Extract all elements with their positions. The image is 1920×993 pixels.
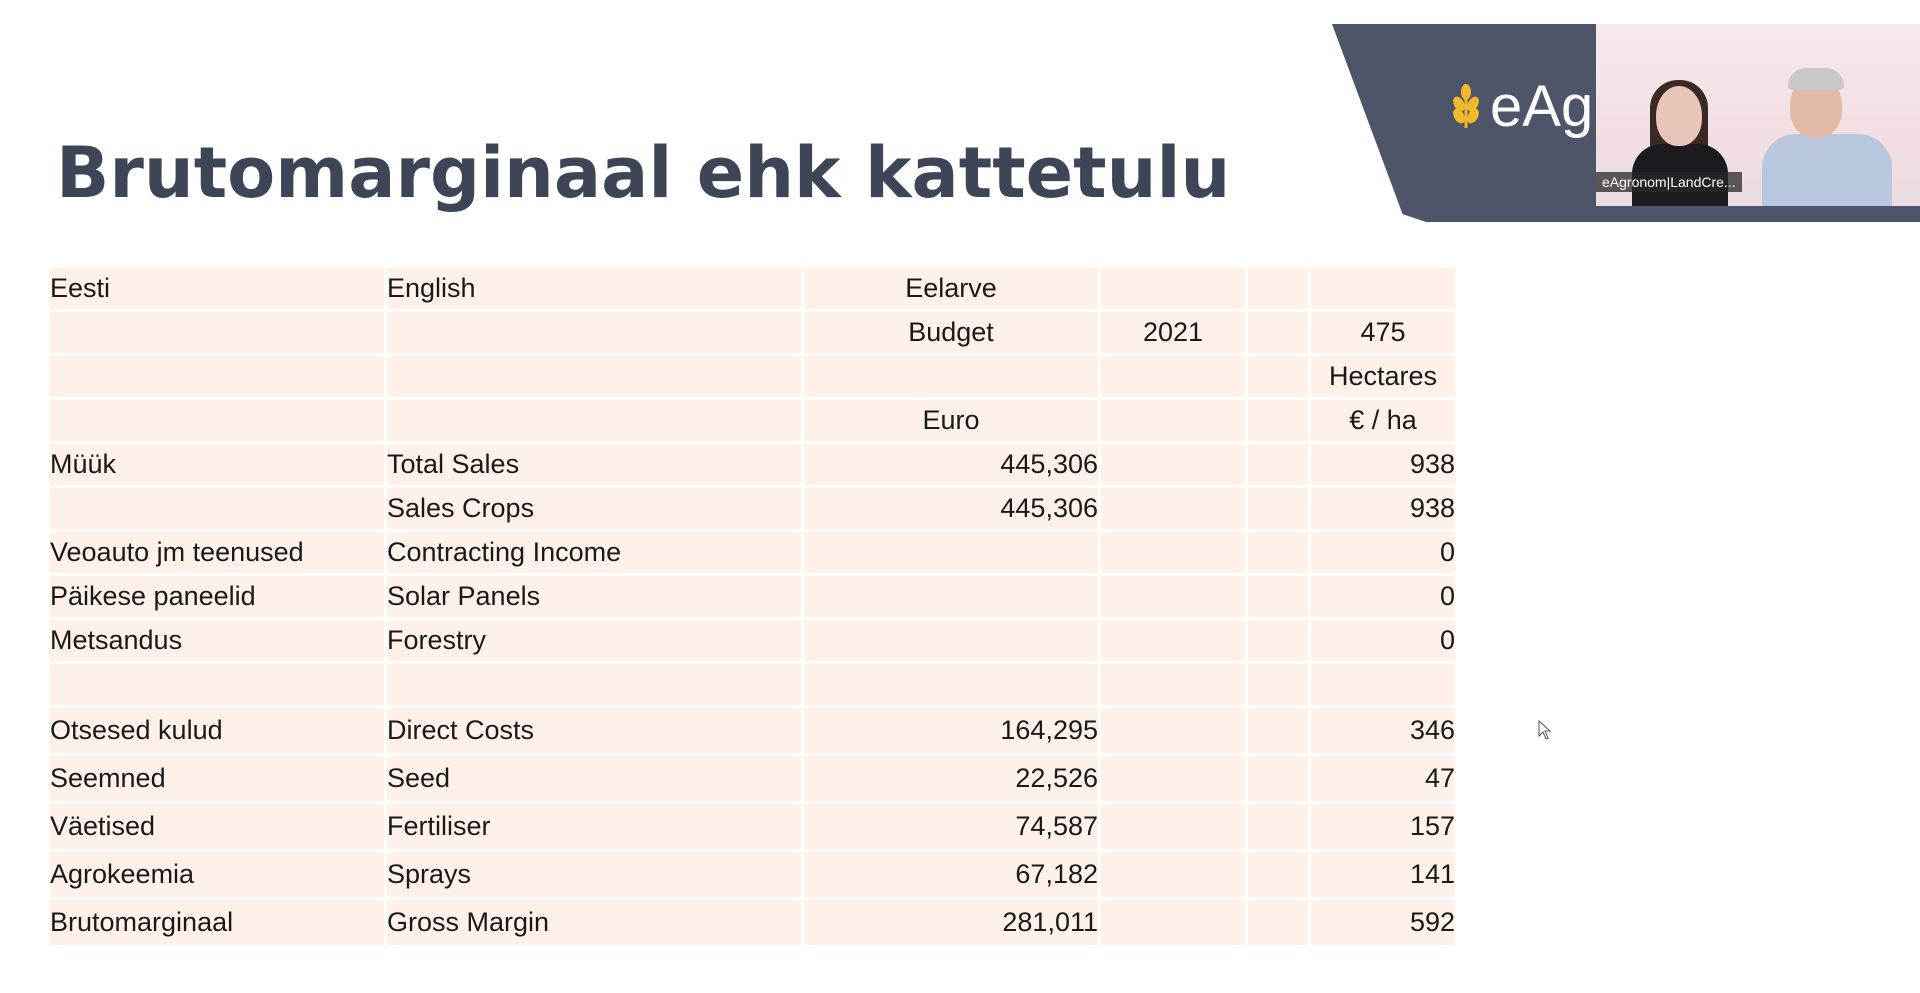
table-cell: English — [387, 268, 801, 309]
table-cell — [1311, 664, 1455, 705]
table-cell — [1101, 532, 1245, 573]
table-cell — [1248, 356, 1308, 397]
table-cell — [1101, 852, 1245, 897]
table-cell — [1101, 620, 1245, 661]
brand-logo — [1450, 74, 1594, 139]
table-cell: Metsandus — [50, 620, 384, 661]
table-cell — [387, 356, 801, 397]
table-cell — [1248, 532, 1308, 573]
table-cell — [1101, 268, 1245, 309]
table-cell: Hectares — [1311, 356, 1455, 397]
table-cell: Seed — [387, 756, 801, 801]
table-cell — [1248, 488, 1308, 529]
table-cell: 475 — [1311, 312, 1455, 353]
table-cell: Solar Panels — [387, 576, 801, 617]
table-cell: 0 — [1311, 620, 1455, 661]
table-row — [50, 532, 1455, 573]
table-cell: Sprays — [387, 852, 801, 897]
table-row — [50, 400, 1455, 441]
table-cell: Väetised — [50, 804, 384, 849]
participant-man-hair — [1788, 68, 1844, 90]
table-cell — [387, 400, 801, 441]
table-cell: 22,526 — [804, 756, 1098, 801]
table-cell: Gross Margin — [387, 900, 801, 945]
table-row — [50, 664, 1455, 705]
participant-video[interactable] — [1596, 24, 1920, 206]
table-cell — [1248, 268, 1308, 309]
table-cell: Päikese paneelid — [50, 576, 384, 617]
table-cell: 2021 — [1101, 312, 1245, 353]
table-cell — [50, 356, 384, 397]
table-cell — [804, 532, 1098, 573]
table-cell: 592 — [1311, 900, 1455, 945]
table-cell: Euro — [804, 400, 1098, 441]
table-cell: 164,295 — [804, 708, 1098, 753]
table-cell — [387, 664, 801, 705]
table-row — [50, 576, 1455, 617]
table-cell — [804, 664, 1098, 705]
table-cell — [50, 312, 384, 353]
table-row — [50, 620, 1455, 661]
table-cell: Direct Costs — [387, 708, 801, 753]
budget-table — [47, 265, 1458, 948]
table-cell — [804, 576, 1098, 617]
table-row — [50, 444, 1455, 485]
table-cell: Seemned — [50, 756, 384, 801]
table-cell: 0 — [1311, 532, 1455, 573]
video-participant-label: eAgronom|LandCre... — [1596, 172, 1742, 192]
table-cell — [804, 356, 1098, 397]
table-row — [50, 804, 1455, 849]
table-cell: Otsesed kulud — [50, 708, 384, 753]
table-cell — [1248, 312, 1308, 353]
table-cell — [1101, 708, 1245, 753]
participant-man-body — [1762, 134, 1892, 206]
table-cell: Forestry — [387, 620, 801, 661]
table-row — [50, 268, 1455, 309]
table-cell: Budget — [804, 312, 1098, 353]
brand-name: eAg — [1490, 74, 1594, 139]
table-row — [50, 488, 1455, 529]
table-row — [50, 312, 1455, 353]
table-cell: Eelarve — [804, 268, 1098, 309]
table-cell: 938 — [1311, 444, 1455, 485]
table-cell — [1248, 444, 1308, 485]
table-cell: Contracting Income — [387, 532, 801, 573]
table-row — [50, 852, 1455, 897]
table-cell — [1248, 620, 1308, 661]
table-cell — [1101, 756, 1245, 801]
table-cell: 157 — [1311, 804, 1455, 849]
table-cell — [1101, 576, 1245, 617]
table-cell: € / ha — [1311, 400, 1455, 441]
table-cell: Agrokeemia — [50, 852, 384, 897]
table-cell — [804, 620, 1098, 661]
table-cell — [1248, 900, 1308, 945]
table-cell — [1248, 664, 1308, 705]
table-cell: 445,306 — [804, 444, 1098, 485]
table-cell: 445,306 — [804, 488, 1098, 529]
table-cell: 0 — [1311, 576, 1455, 617]
table-cell: 67,182 — [804, 852, 1098, 897]
table-cell — [387, 312, 801, 353]
participant-woman-face — [1656, 86, 1702, 146]
mouse-cursor-icon — [1538, 720, 1552, 740]
table-cell: 938 — [1311, 488, 1455, 529]
table-cell — [1248, 708, 1308, 753]
table-cell — [50, 400, 384, 441]
table-cell: 47 — [1311, 756, 1455, 801]
table-cell: Fertiliser — [387, 804, 801, 849]
table-cell: Sales Crops — [387, 488, 801, 529]
table-cell — [1101, 488, 1245, 529]
table-cell: 346 — [1311, 708, 1455, 753]
wheat-icon — [1450, 84, 1482, 130]
table-cell — [1248, 576, 1308, 617]
table-cell — [50, 664, 384, 705]
table-cell — [1101, 664, 1245, 705]
table-cell — [1101, 400, 1245, 441]
slide-title: Brutomarginaal ehk kattetulu — [56, 132, 1231, 214]
table-cell — [1248, 756, 1308, 801]
table-cell: Müük — [50, 444, 384, 485]
table-cell: 74,587 — [804, 804, 1098, 849]
table-cell: Total Sales — [387, 444, 801, 485]
table-cell — [1248, 804, 1308, 849]
table-cell — [1101, 356, 1245, 397]
table-cell: Brutomarginaal — [50, 900, 384, 945]
table-cell: 281,011 — [804, 900, 1098, 945]
table-cell — [1248, 400, 1308, 441]
table-row — [50, 756, 1455, 801]
table-cell — [1311, 268, 1455, 309]
table-cell — [50, 488, 384, 529]
table-cell — [1101, 444, 1245, 485]
table-row — [50, 900, 1455, 945]
table-cell: Eesti — [50, 268, 384, 309]
table-cell: Veoauto jm teenused — [50, 532, 384, 573]
table-cell — [1248, 852, 1308, 897]
table-cell — [1101, 900, 1245, 945]
table-row — [50, 708, 1455, 753]
table-row — [50, 356, 1455, 397]
table-cell: 141 — [1311, 852, 1455, 897]
table-cell — [1101, 804, 1245, 849]
